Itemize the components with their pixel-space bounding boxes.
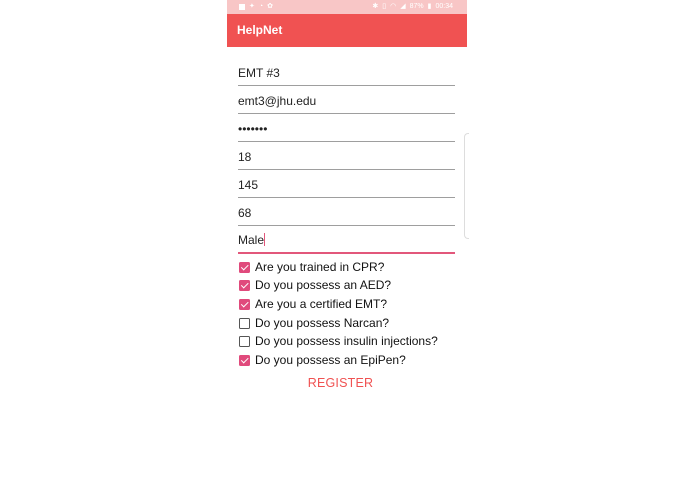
narcan-checkbox[interactable] — [239, 318, 250, 329]
scroll-edge-handle[interactable] — [464, 133, 469, 239]
cpr-checkbox-row[interactable] — [239, 258, 384, 276]
text-cursor — [264, 233, 265, 246]
cpr-checkbox-label: Are you trained in CPR? — [255, 260, 385, 274]
cpr-checkbox[interactable] — [239, 262, 250, 273]
phone-screen — [227, 0, 467, 494]
gender-value: Male — [238, 233, 265, 247]
weight-value: 145 — [238, 178, 259, 192]
app-bar — [227, 14, 467, 47]
weight-field[interactable] — [238, 175, 455, 198]
status-left-icons — [239, 0, 273, 14]
bluetooth-icon: ✱ — [372, 3, 379, 10]
clock: 00:34 — [435, 3, 453, 10]
wifi-call-icon: ◔ — [258, 3, 264, 10]
battery-percent: 87% — [409, 3, 424, 10]
message-icon — [239, 4, 245, 10]
narcan-checkbox-label: Do you possess Narcan? — [255, 316, 390, 330]
app-title: HelpNet — [237, 23, 283, 37]
insulin-checkbox[interactable] — [239, 336, 250, 347]
password-value: ••••••• — [238, 122, 268, 136]
epipen-checkbox[interactable] — [239, 355, 250, 366]
narcan-checkbox-row[interactable] — [239, 314, 389, 332]
age-field[interactable] — [238, 147, 455, 170]
insulin-checkbox-label: Do you possess insulin injections? — [255, 334, 438, 348]
password-field[interactable] — [238, 119, 455, 142]
name-value: EMT #3 — [238, 66, 280, 80]
vibrate-icon: ▯ — [382, 3, 387, 10]
insulin-checkbox-row[interactable] — [239, 332, 438, 350]
age-value: 18 — [238, 150, 252, 164]
email-field[interactable] — [238, 91, 455, 114]
battery-icon: ▮ — [427, 3, 432, 10]
settings-icon: ✿ — [267, 3, 273, 10]
signal-icon: ◢ — [400, 3, 406, 10]
wifi-icon: ◠ — [390, 3, 397, 10]
aed-checkbox[interactable] — [239, 280, 250, 291]
status-right — [372, 0, 453, 14]
name-field[interactable] — [238, 63, 455, 86]
emt-checkbox-label: Are you a certified EMT? — [255, 297, 388, 311]
status-bar — [227, 0, 467, 14]
emt-checkbox-row[interactable] — [239, 295, 387, 313]
aed-checkbox-label: Do you possess an AED? — [255, 278, 392, 292]
epipen-checkbox-row[interactable] — [239, 351, 406, 369]
email-value: emt3@jhu.edu — [238, 94, 317, 108]
height-field[interactable] — [238, 203, 455, 226]
emt-checkbox[interactable] — [239, 299, 250, 310]
gender-field[interactable] — [238, 230, 455, 254]
height-value: 68 — [238, 206, 252, 220]
register-button[interactable]: REGISTER — [307, 376, 374, 390]
notification-icon: ✦ — [249, 3, 255, 10]
aed-checkbox-row[interactable] — [239, 276, 391, 294]
epipen-checkbox-label: Do you possess an EpiPen? — [255, 353, 406, 367]
